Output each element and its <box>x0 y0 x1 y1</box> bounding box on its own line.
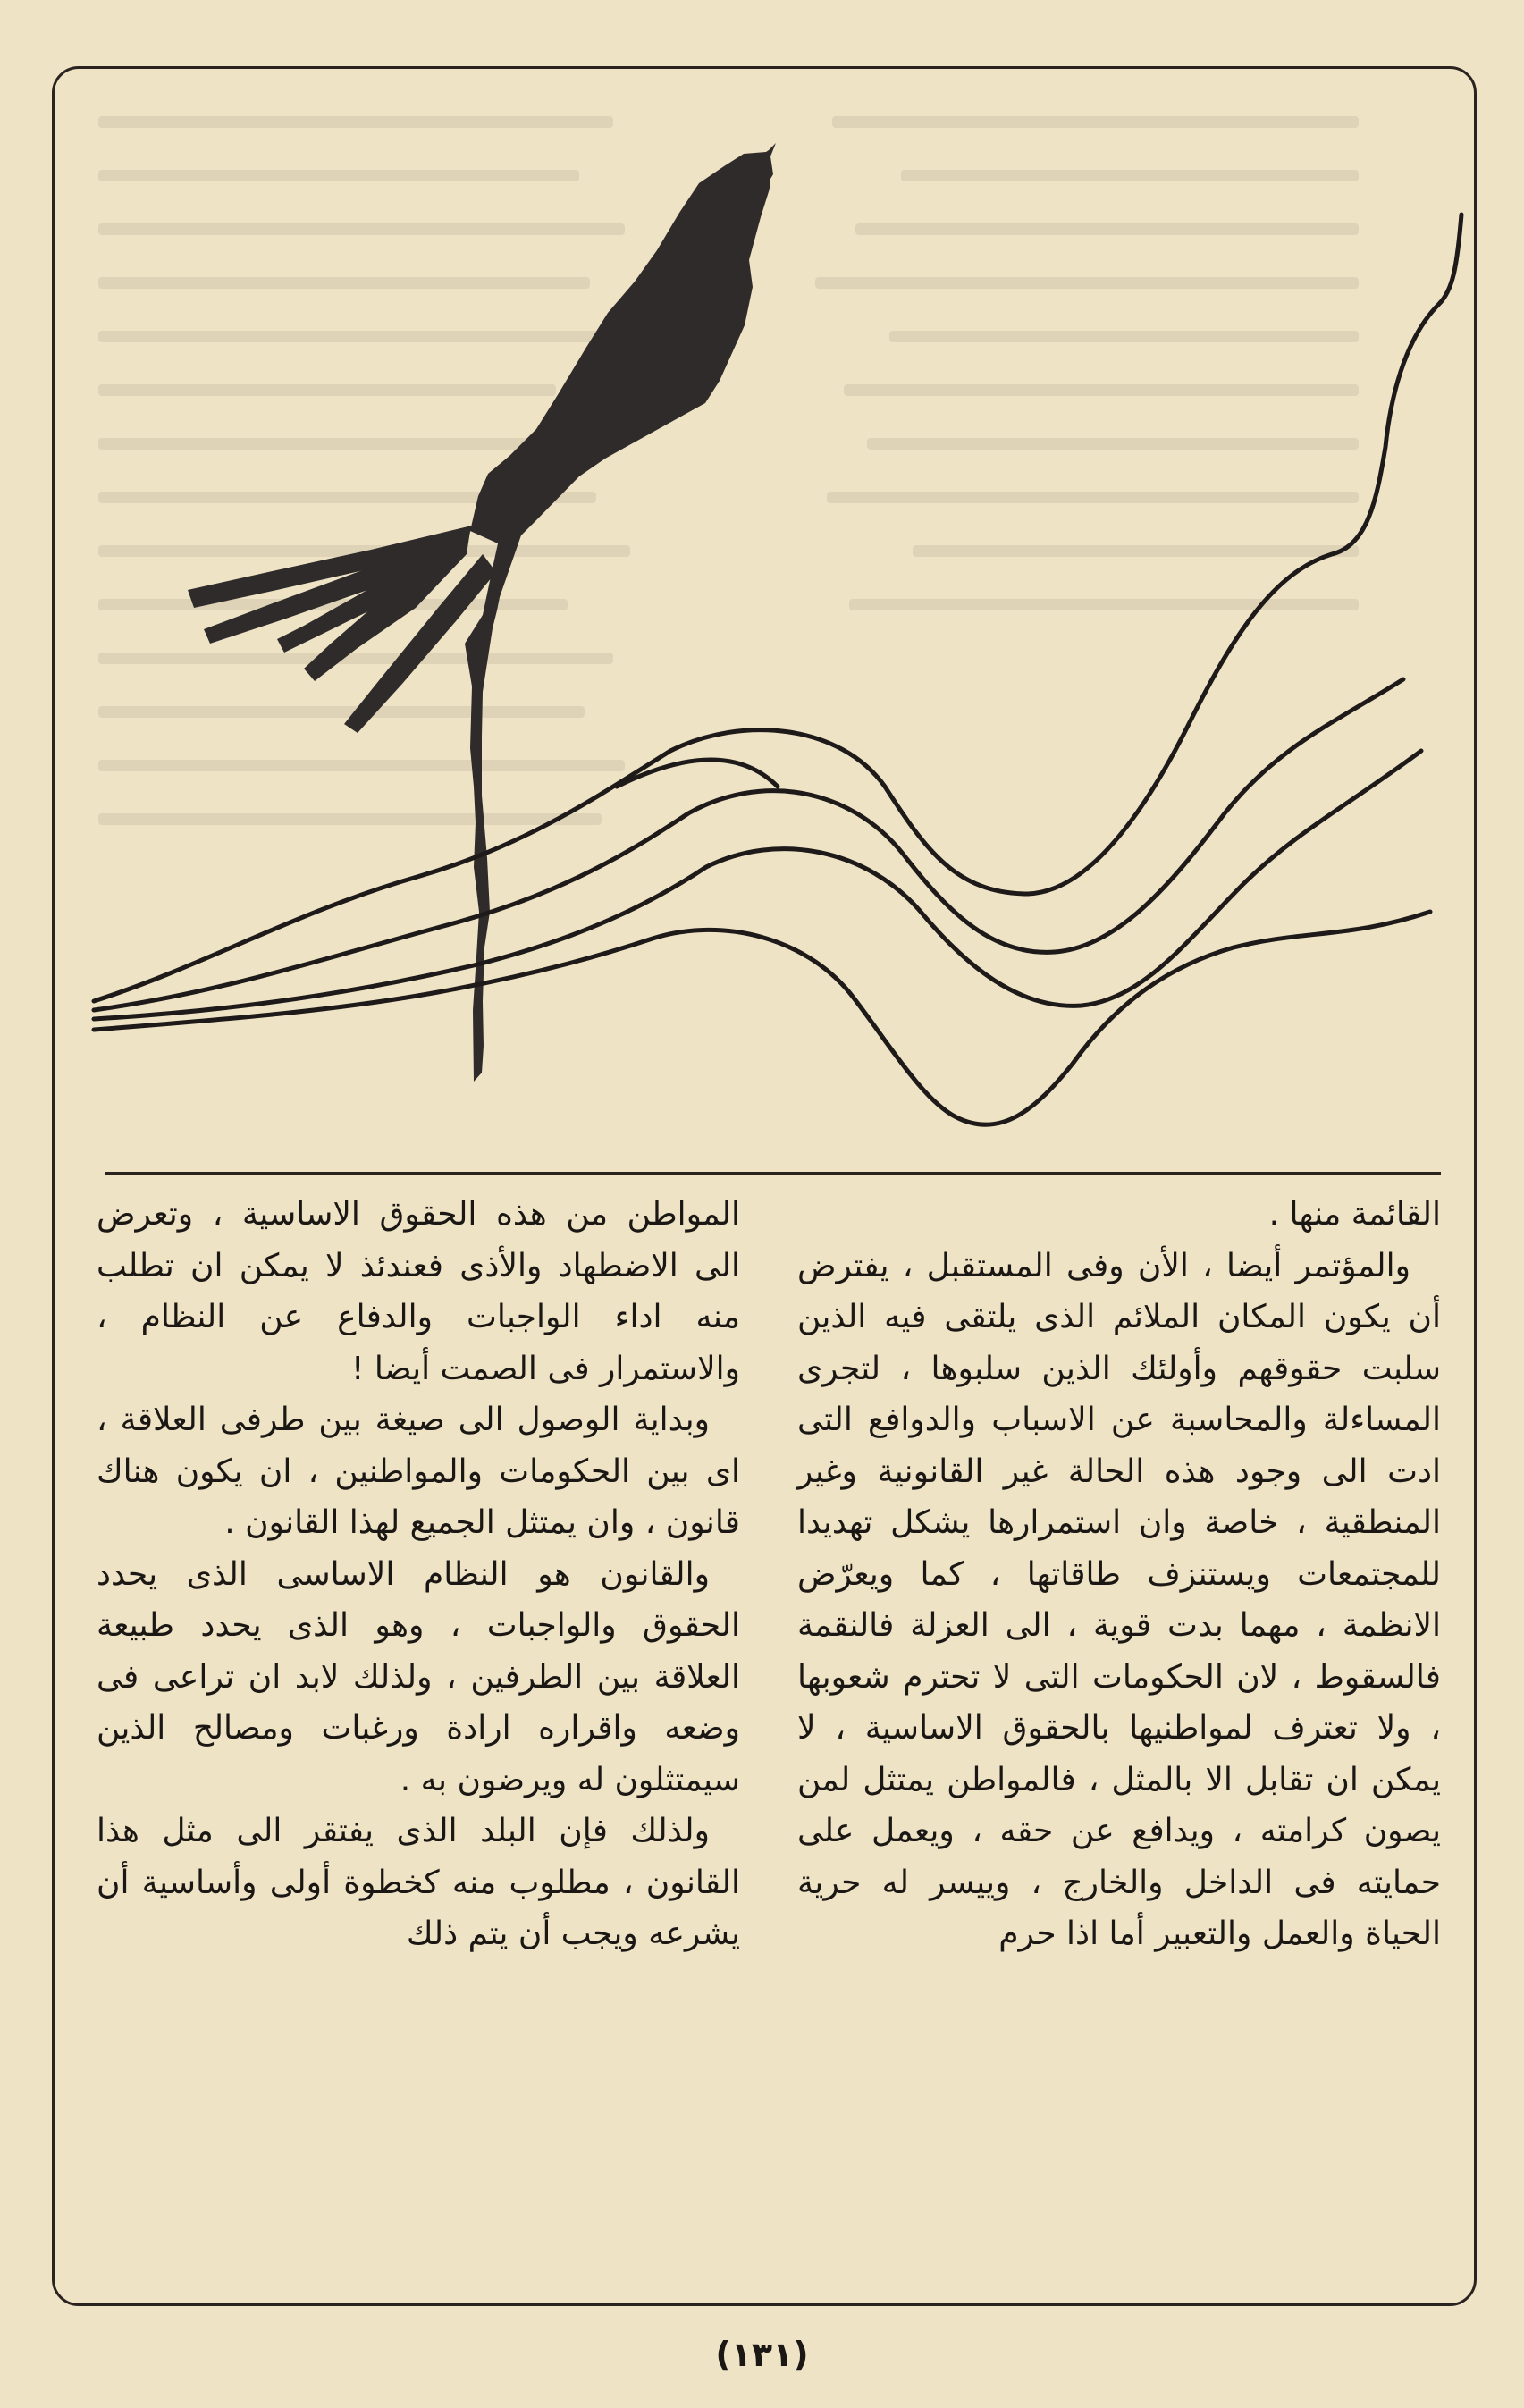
paragraph: والمؤتمر أيضا ، الأن وفى المستقبل ، يفترض أن يكون المكان الملائم الذى يلتقى فيه الذين سلبت حقوقهم وأولئك الذين سلبوها ، لتجرى المساءلة والمحاسبة عن الاسباب والدوافع التى ادت الى وجود هذه الحالة غير القانونية وغير المنطقية ، خاصة وان استمرارها يشكل تهديدا للمجتمعات ويستنزف طاقاتها ، كما ويعرّض الانظمة ، مهما بدت قوية ، الى العزلة فالنقمة فالسقوط ، لان الحكومات التى لا تحترم شعوبها ، ولا تعترف لمواطنيها بالحقوق الاساسية ، لا يمكن ان تقابل الا بالمثل ، فالمواطن يمتثل لمن يصون كرامته ، ويدافع عن حقه ، ويعمل على حمايته فى الداخل والخارج ، وييسر له حرية الحياة والعمل والتعبير أما اذا حرم <box>797 1247 1441 1952</box>
bird-illustration <box>63 107 1466 1144</box>
article-column-left <box>97 1189 740 2261</box>
paragraph: والقانون هو النظام الاساسى الذى يحدد الحقوق والواجبات ، وهو الذى يحدد طبيعة العلاقة بين الطرفين ، ولذلك لابد ان تراعى فى وضعه واقراره ارادة ورغبات ومصالح الذين سيمتثلون له ويرضون به . <box>97 1555 740 1798</box>
paragraph: وبداية الوصول الى صيغة بين طرفى العلاقة ، اى بين الحكومات والمواطنين ، ان يكون هناك قانون ، وان يمتثل الجميع لهذا القانون . <box>97 1402 740 1541</box>
paragraph: ولذلك فإن البلد الذى يفتقر الى مثل هذا القانون ، مطلوب منه كخطوة أولى وأساسية أن يشرعه ويجب أن يتم ذلك <box>97 1813 740 1952</box>
article-column-right <box>797 1189 1441 2261</box>
paragraph: القائمة منها . <box>1268 1196 1441 1233</box>
section-divider <box>105 1172 1441 1175</box>
paragraph: المواطن من هذه الحقوق الاساسية ، وتعرض الى الاضطهاد والأذى فعندئذ لا يمكن ان تطلب منه اداء الواجبات والدفاع عن النظام ، والاستمرار فى الصمت أيضا ! <box>97 1196 740 1387</box>
bird-silhouette <box>188 143 776 1082</box>
page-number: (١٣١) <box>715 2335 809 2374</box>
wavy-lines <box>94 215 1461 1124</box>
